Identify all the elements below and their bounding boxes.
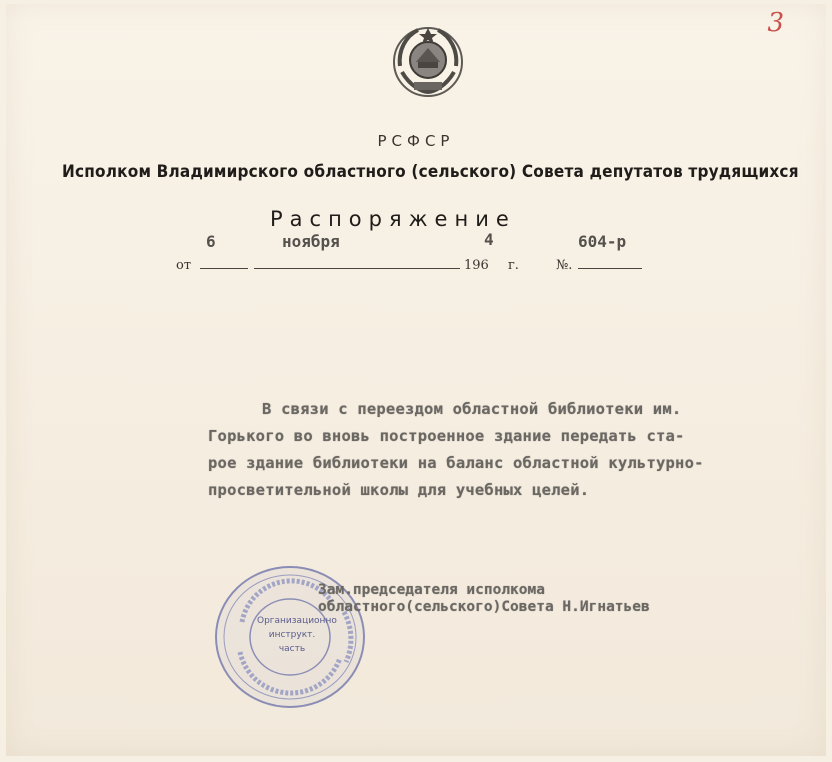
- month-rule: [254, 268, 460, 269]
- year-label: г.: [508, 258, 519, 273]
- coat-of-arms-emblem: [388, 22, 468, 100]
- body-line: рое здание библиотеки на баланс областной культурно-: [208, 454, 704, 472]
- date-month: ноября: [282, 232, 340, 251]
- document-sheet: [6, 4, 826, 756]
- year-prefix: 196: [464, 258, 489, 273]
- date-number-line: [0, 228, 832, 278]
- body-line: В связи с переездом областной библиотеки им.: [262, 400, 682, 418]
- signature-name: областного(сельского)Совета Н.Игнатьев: [318, 599, 650, 615]
- document-number: 604-р: [578, 232, 627, 251]
- number-label: №.: [556, 258, 573, 273]
- signature-title: Зам.председателя исполкома: [318, 582, 545, 598]
- seal-line: часть: [278, 644, 306, 654]
- signature-block: [318, 582, 650, 616]
- day-rule: [200, 268, 248, 269]
- seal-line: инструкт.: [268, 630, 316, 640]
- page-number: 3: [767, 8, 784, 38]
- document-type-title: Распоряжение: [270, 207, 516, 231]
- seal-inner-text: [257, 614, 337, 656]
- date-day: 6: [206, 232, 216, 251]
- order-body: [208, 396, 768, 504]
- body-line: просветительной школы для учебных целей.: [208, 481, 590, 499]
- number-rule: [578, 268, 642, 269]
- date-year-suffix: 4: [484, 230, 494, 249]
- from-label: от: [176, 258, 192, 273]
- country-header: РСФСР: [377, 132, 455, 150]
- body-line: Горького во вновь построенное здание передать ста-: [208, 427, 685, 445]
- committee-title: Исполком Владимирского областного (сельского) Совета депутатов трудящихся: [62, 162, 799, 182]
- seal-line: Организационно: [257, 616, 337, 626]
